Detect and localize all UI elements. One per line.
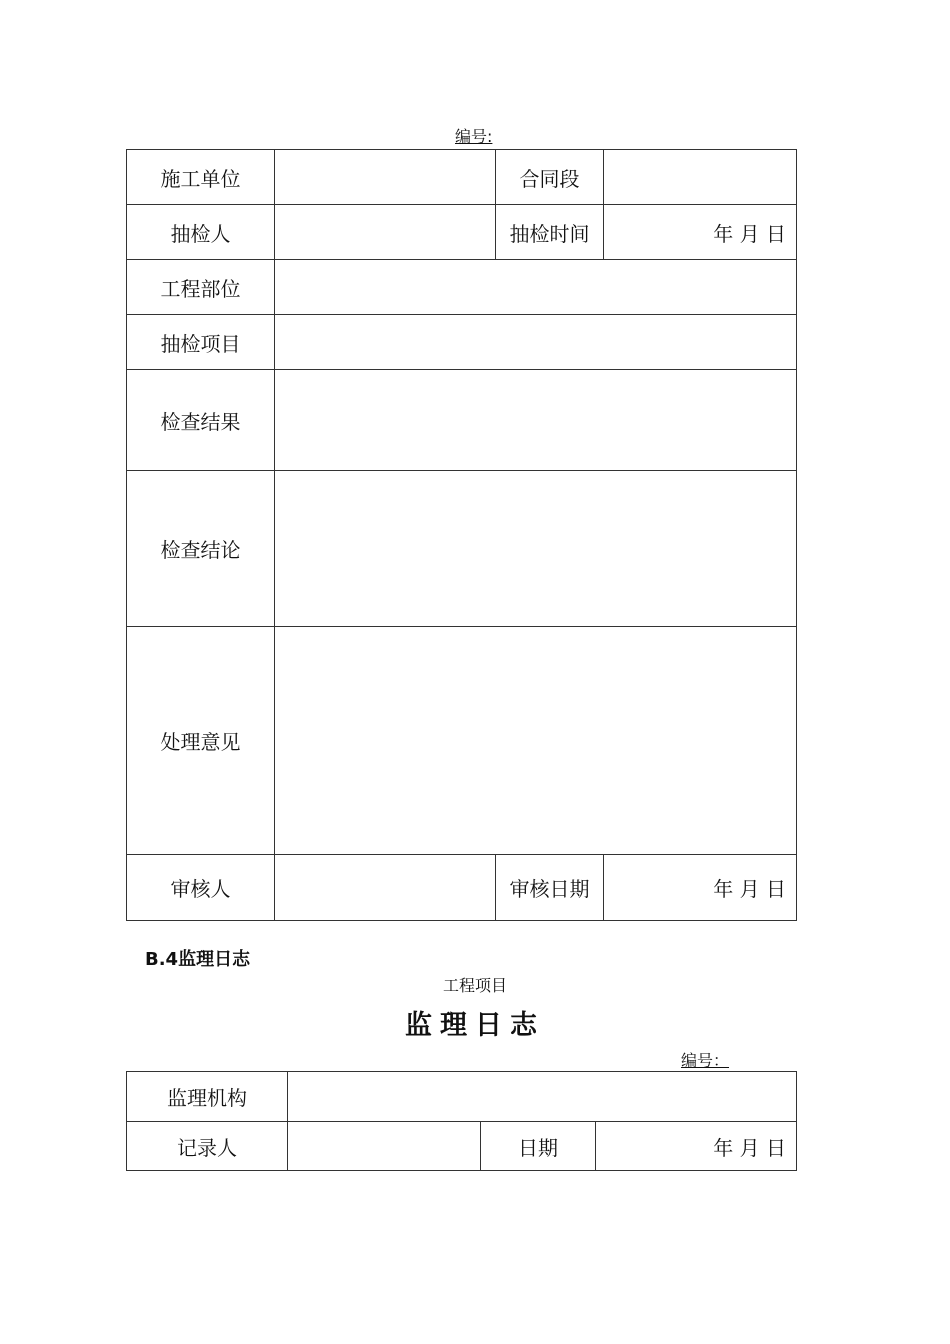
inspection-time-field[interactable]: 年 月 日 [604,205,797,260]
construction-unit-field[interactable] [275,150,496,205]
review-date-field[interactable]: 年 月 日 [604,855,797,921]
inspection-result-label: 检查结果 [127,370,275,471]
inspection-time-label: 抽检时间 [496,205,604,260]
reviewer-label: 审核人 [127,855,275,921]
handling-opinion-label: 处理意见 [127,627,275,855]
log-title: 监理日志 [405,1010,545,1041]
supervision-org-field[interactable] [288,1072,797,1122]
construction-unit-label: 施工单位 [127,150,275,205]
project-label: 工程项目 [442,976,507,995]
review-date-label: 审核日期 [496,855,604,921]
inspection-result-field[interactable] [275,370,797,471]
inspector-label: 抽检人 [127,205,275,260]
log-serial-number-label: 编号： [681,1051,730,1070]
inspection-conclusion-label: 检查结论 [127,471,275,627]
contract-section-label: 合同段 [496,150,604,205]
handling-opinion-field[interactable] [275,627,797,855]
recorder-field[interactable] [288,1122,481,1171]
date-field[interactable]: 年 月 日 [596,1122,797,1171]
project-location-field[interactable] [275,260,797,315]
inspection-conclusion-field[interactable] [275,471,797,627]
inspector-field[interactable] [275,205,496,260]
inspection-item-label: 抽检项目 [127,315,275,370]
recorder-label: 记录人 [127,1122,288,1171]
supervision-log-table [126,1071,797,1171]
inspection-form-table [126,149,797,921]
date-label: 日期 [481,1122,596,1171]
serial-number-label: 编号: [455,127,493,146]
contract-section-field[interactable] [604,150,797,205]
reviewer-field[interactable] [275,855,496,921]
project-location-label: 工程部位 [127,260,275,315]
section-heading: B.4监理日志 [145,949,251,970]
supervision-org-label: 监理机构 [127,1072,288,1122]
inspection-item-field[interactable] [275,315,797,370]
